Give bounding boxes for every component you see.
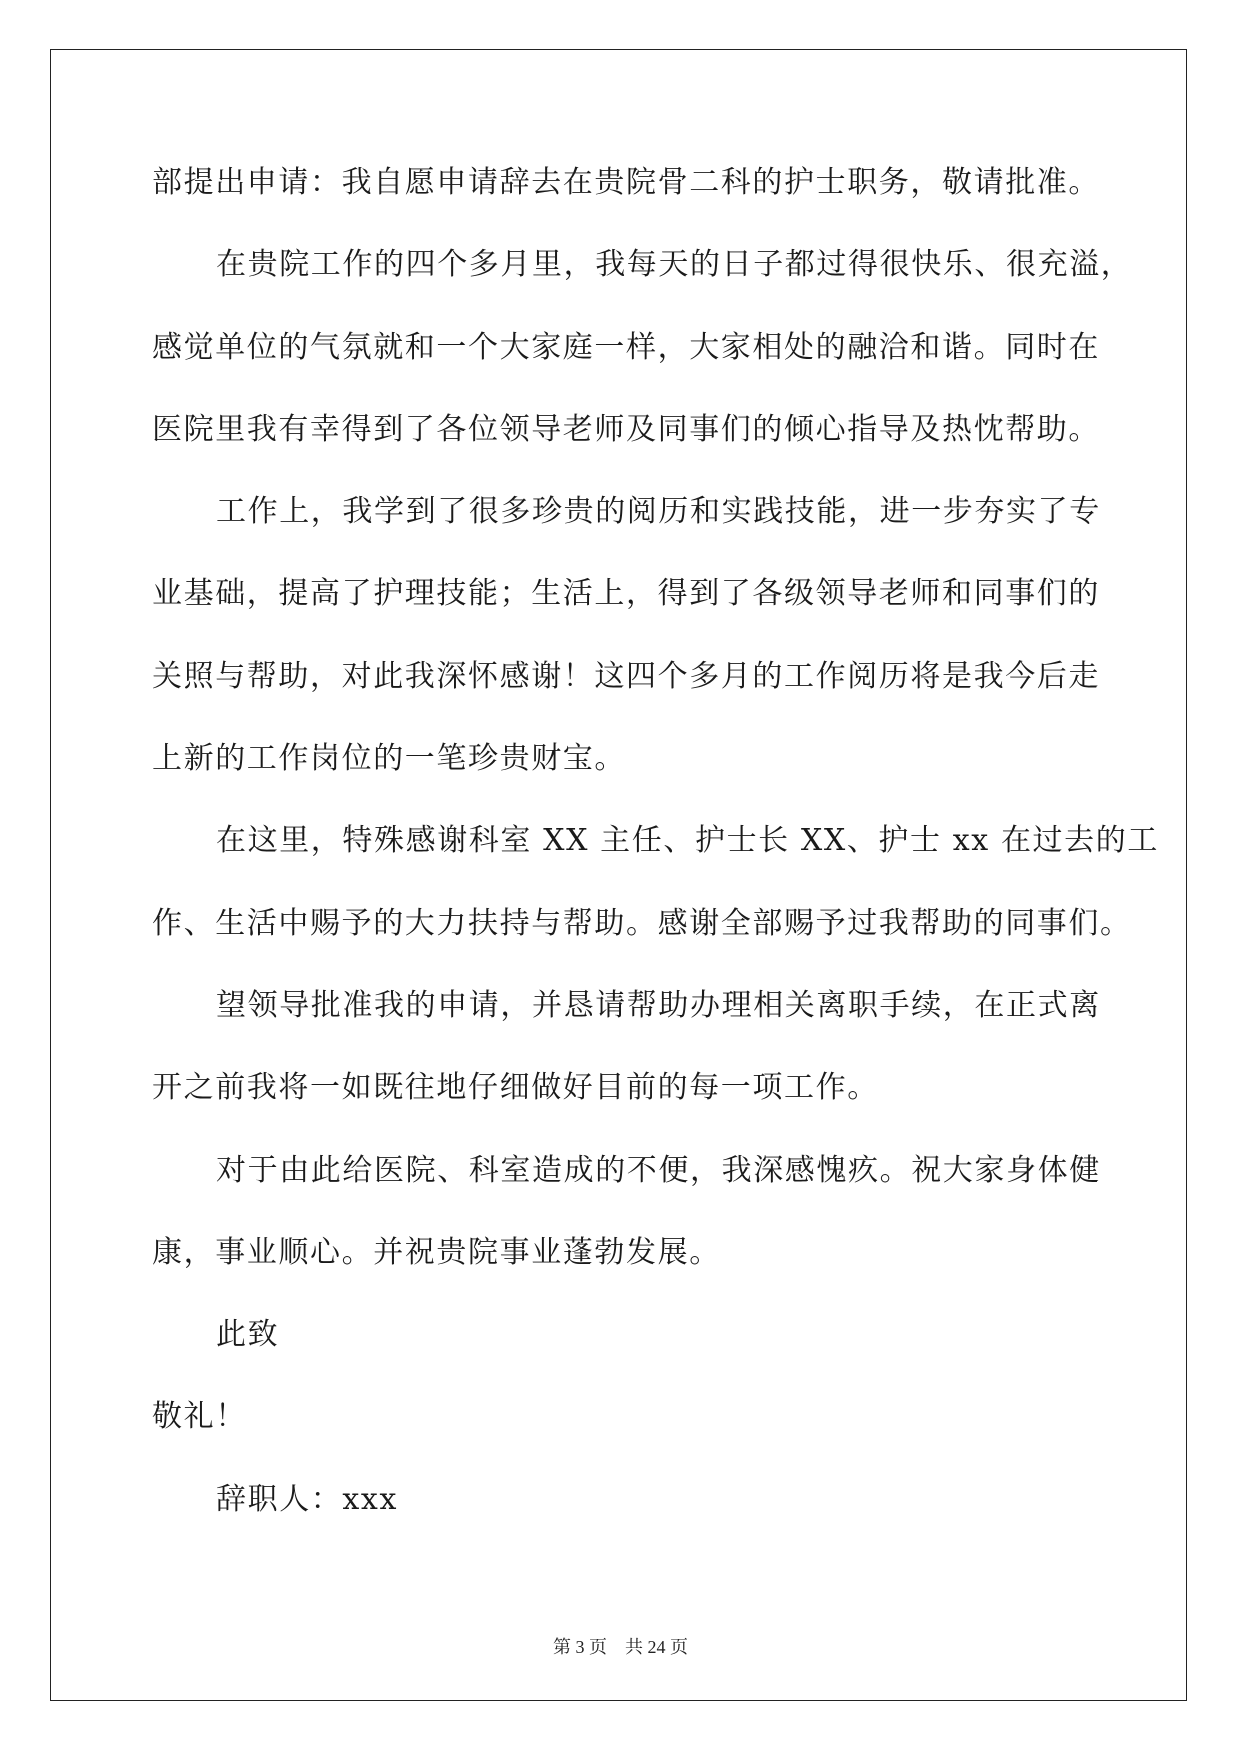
text-line-12: 开之前我将一如既往地仔细做好目前的每一项工作。	[152, 1070, 879, 1106]
text-line-7: 关照与帮助，对此我深怀感谢！这四个多月的工作阅历将是我今后走	[152, 658, 1100, 694]
text-line-1: 部提出申请：我自愿申请辞去在贵院骨二科的护士职务，敬请批准。	[152, 165, 1100, 200]
closing-salutation: 此致	[216, 1317, 280, 1353]
text-line-5: 工作上，我学到了很多珍贵的阅历和实践技能，进一步夯实了专	[216, 494, 1101, 530]
letter-body	[152, 165, 1159, 1567]
text-line-6: 业基础，提高了护理技能；生活上，得到了各级领导老师和同事们的	[152, 576, 1100, 612]
text-line-4: 医院里我有幸得到了各位领导老师及同事们的倾心指导及热忱帮助。	[152, 411, 1100, 447]
signature-line: 辞职人：xxx	[216, 1481, 398, 1517]
text-line-11: 望领导批准我的申请，并恳请帮助办理相关离职手续，在正式离	[216, 987, 1101, 1023]
page-number: 第 3 页 共 24 页	[553, 1637, 688, 1657]
text-line-14: 康，事业顺心。并祝贵院事业蓬勃发展。	[152, 1234, 721, 1270]
text-line-3: 感觉单位的气氛就和一个大家庭一样，大家相处的融洽和谐。同时在	[152, 329, 1100, 365]
text-line-8: 上新的工作岗位的一笔珍贵财宝。	[152, 741, 626, 777]
closing-regards: 敬礼！	[152, 1399, 247, 1435]
text-line-9: 在这里，特殊感谢科室 XX 主任、护士长 XX、护士 xx 在过去的工	[216, 823, 1159, 859]
text-line-2: 在贵院工作的四个多月里，我每天的日子都过得很快乐、很充溢，	[216, 247, 1133, 283]
text-line-13: 对于由此给医院、科室造成的不便，我深感愧疚。祝大家身体健	[216, 1152, 1101, 1188]
text-line-10: 作、生活中赐予的大力扶持与帮助。感谢全部赐予过我帮助的同事们。	[152, 905, 1132, 941]
